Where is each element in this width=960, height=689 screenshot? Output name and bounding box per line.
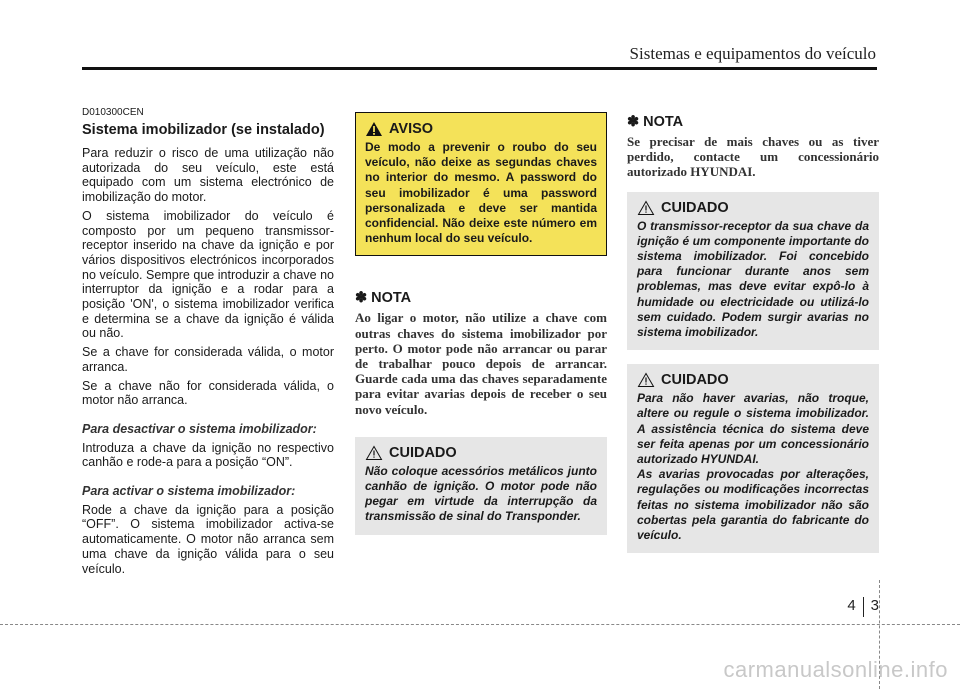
nota-heading xyxy=(355,290,607,306)
footer-rule xyxy=(0,624,960,625)
nota-text: Ao ligar o motor, não utilize a chave com outras chaves do sistema imobilizador por perto. O motor pode não arrancar ou parar de trabalhar pouco depois de arrancar. Guarde cada uma das chaves separadamente para evitar avarias depois de receber o seu novo veículo. xyxy=(355,310,607,417)
cuidado-text-2b: As avarias provocadas por alterações, regulações ou modificações incorrectas feitas no sistema imobilizador não são cobertas pela garantia do fabricante do veículo. xyxy=(637,467,869,543)
paragraph-intro: Para reduzir o risco de uma utilização não autorizada do seu veículo, este está equipado com um sistema electrónico de imobilização do motor. xyxy=(82,146,334,205)
column-notes xyxy=(627,112,879,553)
subheading-activate: Para activar o sistema imobilizador: xyxy=(82,484,296,499)
nota-title: NOTA xyxy=(371,290,412,307)
section-title: Sistema imobilizador (se instalado) xyxy=(82,122,325,138)
nota-asterisk-icon: ✽ xyxy=(627,114,640,130)
aviso-title: AVISO xyxy=(389,121,434,137)
chapter-number: 4 xyxy=(847,597,856,614)
section-code: D010300CEN xyxy=(82,107,144,118)
paragraph-deactivate: Introduza a chave da ignição no respectivo canhão e rode-a para a posição “ON”. xyxy=(82,440,334,470)
aviso-text: De modo a prevenir o roubo do seu veículo, não deixe as segundas chaves no interior do mesmo. A password do seu imobilizador é uma password personalizada e deve ser mantida confidencial. Não deixe este número em nenhum local do seu veículo. xyxy=(365,140,597,246)
page-number-separator xyxy=(863,597,864,617)
cuidado-caution-box-1 xyxy=(627,192,879,351)
cuidado-caution-box xyxy=(355,437,607,535)
subheading-deactivate: Para desactivar o sistema imobilizador: xyxy=(82,421,317,436)
cuidado-text: Não coloque acessórios metálicos junto canhão de ignição. O motor pode não pegar em virtude da interrupção da transmissão de sinal do Transponder. xyxy=(365,463,597,524)
page-number-value: 3 xyxy=(870,597,879,614)
cuidado-text-1: O transmissor-receptor da sua chave da ignição é um componente importante do sistema imobilizador. Foi concebido para funcionar durante anos sem problemas, mas deve evitar expô-lo à humidade ou electricidade ou utilizá-lo sem cuidado. Podem surgir avarias no sistema imobilizador. xyxy=(637,218,869,340)
paragraph-system: O sistema imobilizador do veículo é composto por um pequeno transmissor-receptor inserido na chave da ignição e por vários dispositivos electrónicos incorporados no veículo. Sempre que introduzir a chave no interruptor da ignição e a rodar para a posição 'ON', o sistema imobilizador verifica e determina se a chave da ignição é válida ou não. xyxy=(82,208,334,341)
caution-triangle-icon xyxy=(365,445,383,461)
watermark: carmanualsonline.info xyxy=(723,657,948,682)
column-immobilizer xyxy=(82,107,334,580)
cuidado-title: CUIDADO xyxy=(661,199,729,216)
nota-title: NOTA xyxy=(643,114,684,130)
paragraph-invalid-key: Se a chave não for considerada válida, o motor não arranca. xyxy=(82,378,334,408)
nota-heading-2 xyxy=(627,114,879,130)
cuidado-title: CUIDADO xyxy=(661,372,729,389)
caution-triangle-icon xyxy=(637,200,655,216)
column-warnings xyxy=(355,112,607,535)
cuidado-caution-box-2 xyxy=(627,364,879,553)
paragraph-valid-key: Se a chave for considerada válida, o motor arranca. xyxy=(82,345,334,374)
caution-triangle-icon xyxy=(637,372,655,388)
page-header-title: Sistemas e equipamentos do veículo xyxy=(629,44,876,63)
aviso-warning-box xyxy=(355,112,607,256)
nota-asterisk-icon: ✽ xyxy=(355,290,368,307)
header-rule xyxy=(82,67,877,70)
cuidado-title: CUIDADO xyxy=(389,444,457,461)
page-number xyxy=(847,597,879,617)
warning-triangle-icon xyxy=(365,121,383,137)
nota-text-2: Se precisar de mais chaves ou as tiver perdido, contacte um concessionário autorizado HYUNDAI. xyxy=(627,134,879,180)
paragraph-activate: Rode a chave da ignição para a posição “OFF”. O sistema imobilizador activa-se automaticamente. O motor não arranca sem uma chave da ignição válida para o seu veículo. xyxy=(82,502,334,576)
cuidado-text-2a: Para não haver avarias, não troque, altere ou regule o sistema imobilizador. A assistência técnica do sistema deve ser feita apenas por um concessionário autorizado HYUNDAI. xyxy=(637,391,869,467)
